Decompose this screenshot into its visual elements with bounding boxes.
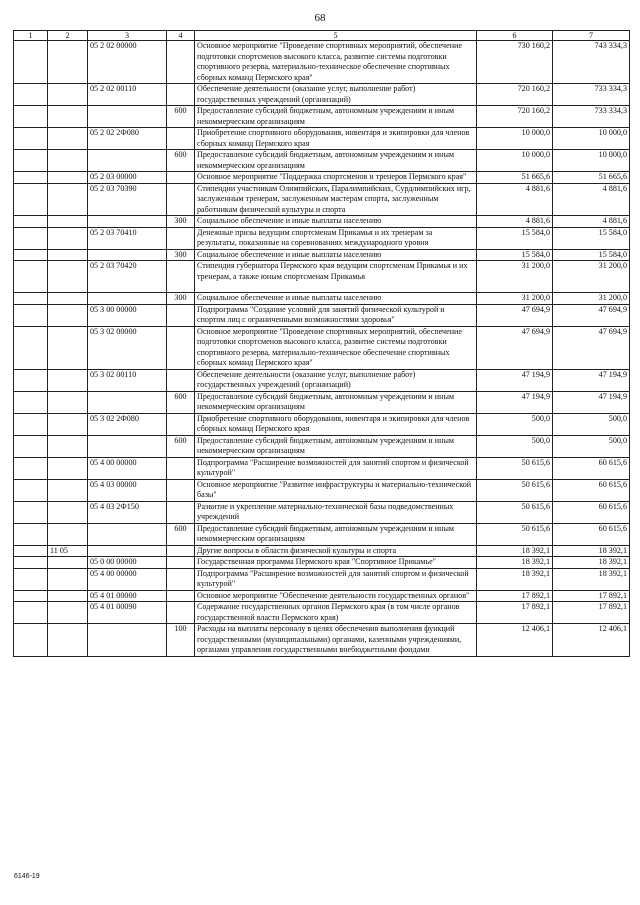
subsection-cell bbox=[48, 106, 88, 128]
amount-2020-cell: 47 194,9 bbox=[477, 369, 553, 391]
subsection-cell bbox=[48, 413, 88, 435]
amount-2021-cell: 60 615,6 bbox=[553, 457, 630, 479]
subsection-cell bbox=[48, 227, 88, 249]
amount-2020-cell: 15 584,0 bbox=[477, 227, 553, 249]
target-code-cell: 05 2 02 00000 bbox=[88, 41, 167, 84]
section-cell bbox=[14, 249, 48, 261]
table-row bbox=[14, 84, 630, 106]
section-cell bbox=[14, 128, 48, 150]
subsection-cell bbox=[48, 183, 88, 216]
target-code-cell: 05 2 02 00110 bbox=[88, 84, 167, 106]
item-name-cell: Подпрограмма "Расширение возможностей для занятий спортом и физической культурой" bbox=[195, 457, 477, 479]
col-header-5: 5 bbox=[195, 31, 477, 41]
amount-2020-cell: 17 892,1 bbox=[477, 590, 553, 602]
amount-2020-cell: 18 392,1 bbox=[477, 557, 553, 569]
item-name-cell: Приобретение спортивного оборудования, инвентаря и экипировки для членов сборных команд Пермского края bbox=[195, 128, 477, 150]
amount-2020-cell: 47 194,9 bbox=[477, 391, 553, 413]
amount-2020-cell: 50 615,6 bbox=[477, 479, 553, 501]
amount-2021-cell: 500,0 bbox=[553, 413, 630, 435]
item-name-cell: Обеспечение деятельности (оказание услуг, выполнение работ) государственных учреждений (организаций) bbox=[195, 84, 477, 106]
amount-2020-cell: 18 392,1 bbox=[477, 545, 553, 557]
target-code-cell: 05 2 03 00000 bbox=[88, 172, 167, 184]
target-code-cell bbox=[88, 391, 167, 413]
item-name-cell: Основное мероприятие "Развитие инфраструктуры и материально-технической базы" bbox=[195, 479, 477, 501]
amount-2021-cell: 500,0 bbox=[553, 435, 630, 457]
target-code-cell bbox=[88, 523, 167, 545]
section-cell bbox=[14, 304, 48, 326]
target-code-cell: 05 4 00 00000 bbox=[88, 457, 167, 479]
subsection-cell bbox=[48, 150, 88, 172]
target-code-cell: 05 2 03 70390 bbox=[88, 183, 167, 216]
amount-2021-cell: 18 392,1 bbox=[553, 545, 630, 557]
table-row bbox=[14, 568, 630, 590]
expense-type-cell bbox=[167, 304, 195, 326]
expense-type-cell bbox=[167, 479, 195, 501]
table-row bbox=[14, 150, 630, 172]
item-name-cell: Социальное обеспечение и иные выплаты населению bbox=[195, 216, 477, 228]
section-cell bbox=[14, 326, 48, 369]
document-id: 6146-19 bbox=[14, 873, 40, 880]
target-code-cell: 05 4 00 00000 bbox=[88, 568, 167, 590]
target-code-cell: 05 4 01 00000 bbox=[88, 590, 167, 602]
target-code-cell bbox=[88, 249, 167, 261]
amount-2021-cell: 10 000,0 bbox=[553, 128, 630, 150]
item-name-cell: Предоставление субсидий бюджетным, автономным учреждениям и иным некоммерческим организациям bbox=[195, 391, 477, 413]
amount-2021-cell: 60 615,6 bbox=[553, 479, 630, 501]
amount-2021-cell: 12 406,1 bbox=[553, 624, 630, 657]
amount-2021-cell: 18 392,1 bbox=[553, 568, 630, 590]
expense-type-cell: 600 bbox=[167, 391, 195, 413]
section-cell bbox=[14, 183, 48, 216]
subsection-cell bbox=[48, 172, 88, 184]
expense-type-cell: 600 bbox=[167, 435, 195, 457]
expense-type-cell: 600 bbox=[167, 106, 195, 128]
item-name-cell: Социальное обеспечение и иные выплаты населению bbox=[195, 249, 477, 261]
table-row bbox=[14, 326, 630, 369]
target-code-cell: 05 4 01 00090 bbox=[88, 602, 167, 624]
item-name-cell: Обеспечение деятельности (оказание услуг, выполнение работ) государственных учреждений (организаций) bbox=[195, 369, 477, 391]
subsection-cell bbox=[48, 479, 88, 501]
page-number: 68 bbox=[314, 12, 326, 24]
amount-2020-cell: 50 615,6 bbox=[477, 501, 553, 523]
subsection-cell bbox=[48, 369, 88, 391]
expense-type-cell: 600 bbox=[167, 150, 195, 172]
col-header-2: 2 bbox=[48, 31, 88, 41]
expense-type-cell bbox=[167, 326, 195, 369]
section-cell bbox=[14, 523, 48, 545]
subsection-cell bbox=[48, 435, 88, 457]
target-code-cell bbox=[88, 293, 167, 305]
expense-type-cell bbox=[167, 227, 195, 249]
target-code-cell: 05 2 03 70420 bbox=[88, 261, 167, 293]
col-header-6: 6 bbox=[477, 31, 553, 41]
expense-type-cell bbox=[167, 602, 195, 624]
section-cell bbox=[14, 369, 48, 391]
section-cell bbox=[14, 602, 48, 624]
subsection-cell: 11 05 bbox=[48, 545, 88, 557]
table-row bbox=[14, 183, 630, 216]
expense-type-cell: 600 bbox=[167, 523, 195, 545]
amount-2021-cell: 17 892,1 bbox=[553, 590, 630, 602]
section-cell bbox=[14, 150, 48, 172]
section-cell bbox=[14, 457, 48, 479]
target-code-cell bbox=[88, 545, 167, 557]
subsection-cell bbox=[48, 326, 88, 369]
amount-2020-cell: 4 881,6 bbox=[477, 183, 553, 216]
amount-2021-cell: 47 694,9 bbox=[553, 326, 630, 369]
amount-2021-cell: 18 392,1 bbox=[553, 557, 630, 569]
section-cell bbox=[14, 391, 48, 413]
section-cell bbox=[14, 172, 48, 184]
target-code-cell bbox=[88, 150, 167, 172]
table-row bbox=[14, 216, 630, 228]
table-row bbox=[14, 523, 630, 545]
amount-2020-cell: 10 000,0 bbox=[477, 150, 553, 172]
target-code-cell: 05 3 02 00110 bbox=[88, 369, 167, 391]
item-name-cell: Расходы на выплаты персоналу в целях обеспечения выполнения функций государственными (муниципальными) органами, казенными учреждениями, органами управления государственными внебюджетными фондами bbox=[195, 624, 477, 657]
target-code-cell bbox=[88, 624, 167, 657]
expense-type-cell bbox=[167, 568, 195, 590]
section-cell bbox=[14, 216, 48, 228]
amount-2021-cell: 4 881,6 bbox=[553, 183, 630, 216]
amount-2020-cell: 500,0 bbox=[477, 413, 553, 435]
subsection-cell bbox=[48, 602, 88, 624]
expense-type-cell bbox=[167, 128, 195, 150]
amount-2021-cell: 60 615,6 bbox=[553, 501, 630, 523]
target-code-cell bbox=[88, 106, 167, 128]
amount-2021-cell: 31 200,0 bbox=[553, 293, 630, 305]
subsection-cell bbox=[48, 261, 88, 293]
amount-2020-cell: 47 694,9 bbox=[477, 326, 553, 369]
table-row bbox=[14, 41, 630, 84]
subsection-cell bbox=[48, 557, 88, 569]
amount-2020-cell: 4 881,6 bbox=[477, 216, 553, 228]
table-row bbox=[14, 304, 630, 326]
expense-type-cell bbox=[167, 590, 195, 602]
target-code-cell: 05 2 03 70410 bbox=[88, 227, 167, 249]
section-cell bbox=[14, 293, 48, 305]
expense-type-cell bbox=[167, 183, 195, 216]
table-row bbox=[14, 479, 630, 501]
amount-2021-cell: 60 615,6 bbox=[553, 523, 630, 545]
expense-type-cell: 100 bbox=[167, 624, 195, 657]
table-row bbox=[14, 227, 630, 249]
section-cell bbox=[14, 590, 48, 602]
amount-2020-cell: 730 160,2 bbox=[477, 41, 553, 84]
subsection-cell bbox=[48, 457, 88, 479]
target-code-cell: 05 4 03 00000 bbox=[88, 479, 167, 501]
amount-2021-cell: 733 334,3 bbox=[553, 106, 630, 128]
table-row bbox=[14, 391, 630, 413]
expense-type-cell bbox=[167, 457, 195, 479]
item-name-cell: Содержание государственных органов Пермского края (в том числе органов государственной власти Пермского края) bbox=[195, 602, 477, 624]
amount-2020-cell: 51 665,6 bbox=[477, 172, 553, 184]
subsection-cell bbox=[48, 501, 88, 523]
subsection-cell bbox=[48, 84, 88, 106]
amount-2021-cell: 4 881,6 bbox=[553, 216, 630, 228]
section-cell bbox=[14, 568, 48, 590]
col-header-1: 1 bbox=[14, 31, 48, 41]
expense-type-cell: 300 bbox=[167, 249, 195, 261]
table-row bbox=[14, 624, 630, 657]
subsection-cell bbox=[48, 624, 88, 657]
item-name-cell: Подпрограмма "Расширение возможностей для занятий спортом и физической культурой" bbox=[195, 568, 477, 590]
section-cell bbox=[14, 479, 48, 501]
amount-2020-cell: 50 615,6 bbox=[477, 457, 553, 479]
amount-2021-cell: 51 665,6 bbox=[553, 172, 630, 184]
item-name-cell: Предоставление субсидий бюджетным, автономным учреждениям и иным некоммерческим организациям bbox=[195, 523, 477, 545]
section-cell bbox=[14, 557, 48, 569]
expense-type-cell bbox=[167, 545, 195, 557]
expense-type-cell: 300 bbox=[167, 293, 195, 305]
section-cell bbox=[14, 501, 48, 523]
amount-2020-cell: 18 392,1 bbox=[477, 568, 553, 590]
amount-2020-cell: 720 160,2 bbox=[477, 84, 553, 106]
amount-2020-cell: 47 694,9 bbox=[477, 304, 553, 326]
amount-2020-cell: 10 000,0 bbox=[477, 128, 553, 150]
amount-2020-cell: 15 584,0 bbox=[477, 249, 553, 261]
expense-type-cell bbox=[167, 413, 195, 435]
target-code-cell: 05 0 00 00000 bbox=[88, 557, 167, 569]
target-code-cell: 05 3 02 2Ф080 bbox=[88, 413, 167, 435]
item-name-cell: Развитие и укрепление материально-технической базы подведомственных учреждений bbox=[195, 501, 477, 523]
amount-2021-cell: 47 194,9 bbox=[553, 391, 630, 413]
subsection-cell bbox=[48, 249, 88, 261]
amount-2021-cell: 10 000,0 bbox=[553, 150, 630, 172]
amount-2021-cell: 15 584,0 bbox=[553, 249, 630, 261]
expense-type-cell bbox=[167, 557, 195, 569]
table-row bbox=[14, 590, 630, 602]
table-row bbox=[14, 435, 630, 457]
item-name-cell: Государственная программа Пермского края "Спортивное Прикамье" bbox=[195, 557, 477, 569]
target-code-cell bbox=[88, 216, 167, 228]
amount-2020-cell: 720 160,2 bbox=[477, 106, 553, 128]
subsection-cell bbox=[48, 128, 88, 150]
section-cell bbox=[14, 413, 48, 435]
expense-type-cell bbox=[167, 41, 195, 84]
item-name-cell: Предоставление субсидий бюджетным, автономным учреждениям и иным некоммерческим организациям bbox=[195, 150, 477, 172]
item-name-cell: Социальное обеспечение и иные выплаты населению bbox=[195, 293, 477, 305]
amount-2021-cell: 743 334,3 bbox=[553, 41, 630, 84]
item-name-cell: Предоставление субсидий бюджетным, автономным учреждениям и иным некоммерческим организациям bbox=[195, 435, 477, 457]
subsection-cell bbox=[48, 216, 88, 228]
amount-2021-cell: 47 694,9 bbox=[553, 304, 630, 326]
table-row bbox=[14, 369, 630, 391]
subsection-cell bbox=[48, 304, 88, 326]
section-cell bbox=[14, 261, 48, 293]
col-header-7: 7 bbox=[553, 31, 630, 41]
table-row bbox=[14, 602, 630, 624]
table-row bbox=[14, 413, 630, 435]
table-row bbox=[14, 106, 630, 128]
item-name-cell: Основное мероприятие "Проведение спортивных мероприятий, обеспечение подготовки спортсменов высокого класса, развитие системы подготовки спортивного резерва, материально-техническое обеспечение спортивных сборных команд Пермского края" bbox=[195, 41, 477, 84]
expense-type-cell bbox=[167, 261, 195, 293]
subsection-cell bbox=[48, 568, 88, 590]
section-cell bbox=[14, 84, 48, 106]
budget-table bbox=[13, 30, 630, 657]
target-code-cell: 05 3 00 00000 bbox=[88, 304, 167, 326]
amount-2021-cell: 17 892,1 bbox=[553, 602, 630, 624]
col-header-4: 4 bbox=[167, 31, 195, 41]
amount-2020-cell: 12 406,1 bbox=[477, 624, 553, 657]
expense-type-cell bbox=[167, 501, 195, 523]
item-name-cell: Другие вопросы в области физической культуры и спорта bbox=[195, 545, 477, 557]
target-code-cell: 05 3 02 00000 bbox=[88, 326, 167, 369]
subsection-cell bbox=[48, 523, 88, 545]
section-cell bbox=[14, 41, 48, 84]
item-name-cell: Приобретение спортивного оборудования, инвентаря и экипировки для членов сборных команд Пермского края bbox=[195, 413, 477, 435]
item-name-cell: Денежные призы ведущим спортсменам Прикамья и их тренерам за результаты, показанные на соревнованиях международного уровня bbox=[195, 227, 477, 249]
amount-2020-cell: 500,0 bbox=[477, 435, 553, 457]
expense-type-cell bbox=[167, 369, 195, 391]
table-row bbox=[14, 293, 630, 305]
section-cell bbox=[14, 227, 48, 249]
table-row bbox=[14, 249, 630, 261]
table-row bbox=[14, 545, 630, 557]
section-cell bbox=[14, 435, 48, 457]
item-name-cell: Стипендия губернатора Пермского края ведущим спортсменам Прикамья и их тренерам, а также юным спортсменам Прикамья bbox=[195, 261, 477, 293]
table-row bbox=[14, 557, 630, 569]
amount-2020-cell: 50 615,6 bbox=[477, 523, 553, 545]
header-row bbox=[14, 31, 630, 41]
amount-2020-cell: 31 200,0 bbox=[477, 293, 553, 305]
col-header-3: 3 bbox=[88, 31, 167, 41]
amount-2021-cell: 733 334,3 bbox=[553, 84, 630, 106]
amount-2021-cell: 31 200,0 bbox=[553, 261, 630, 293]
subsection-cell bbox=[48, 41, 88, 84]
amount-2021-cell: 47 194,9 bbox=[553, 369, 630, 391]
table-row bbox=[14, 457, 630, 479]
target-code-cell: 05 2 02 2Ф080 bbox=[88, 128, 167, 150]
amount-2020-cell: 17 892,1 bbox=[477, 602, 553, 624]
item-name-cell: Подпрограмма "Создание условий для занятий физической культурой и спортом лиц с ограниченными возможностями здоровья" bbox=[195, 304, 477, 326]
target-code-cell: 05 4 03 2Ф150 bbox=[88, 501, 167, 523]
table-row bbox=[14, 172, 630, 184]
expense-type-cell: 300 bbox=[167, 216, 195, 228]
item-name-cell: Основное мероприятие "Обеспечение деятельности государственных органов" bbox=[195, 590, 477, 602]
amount-2021-cell: 15 584,0 bbox=[553, 227, 630, 249]
table-row bbox=[14, 501, 630, 523]
expense-type-cell bbox=[167, 172, 195, 184]
section-cell bbox=[14, 624, 48, 657]
subsection-cell bbox=[48, 590, 88, 602]
subsection-cell bbox=[48, 391, 88, 413]
subsection-cell bbox=[48, 293, 88, 305]
expense-type-cell bbox=[167, 84, 195, 106]
amount-2020-cell: 31 200,0 bbox=[477, 261, 553, 293]
item-name-cell: Основное мероприятие "Поддержка спортсменов и тренеров Пермского края" bbox=[195, 172, 477, 184]
item-name-cell: Основное мероприятие "Проведение спортивных мероприятий, обеспечение подготовки спортсменов высокого класса, развитие системы подготовки спортивного резерва, материально-техническое обеспечение спортивных сборных команд Пермского края" bbox=[195, 326, 477, 369]
table-row bbox=[14, 128, 630, 150]
section-cell bbox=[14, 106, 48, 128]
item-name-cell: Предоставление субсидий бюджетным, автономным учреждениям и иным некоммерческим организациям bbox=[195, 106, 477, 128]
target-code-cell bbox=[88, 435, 167, 457]
table-row bbox=[14, 261, 630, 293]
item-name-cell: Стипендии участникам Олимпийских, Паралимпийских, Сурдлимпийских игр, заслуженным тренерам, заслуженным мастерам спорта, заслуженным работникам физической культуры и спорта bbox=[195, 183, 477, 216]
section-cell bbox=[14, 545, 48, 557]
